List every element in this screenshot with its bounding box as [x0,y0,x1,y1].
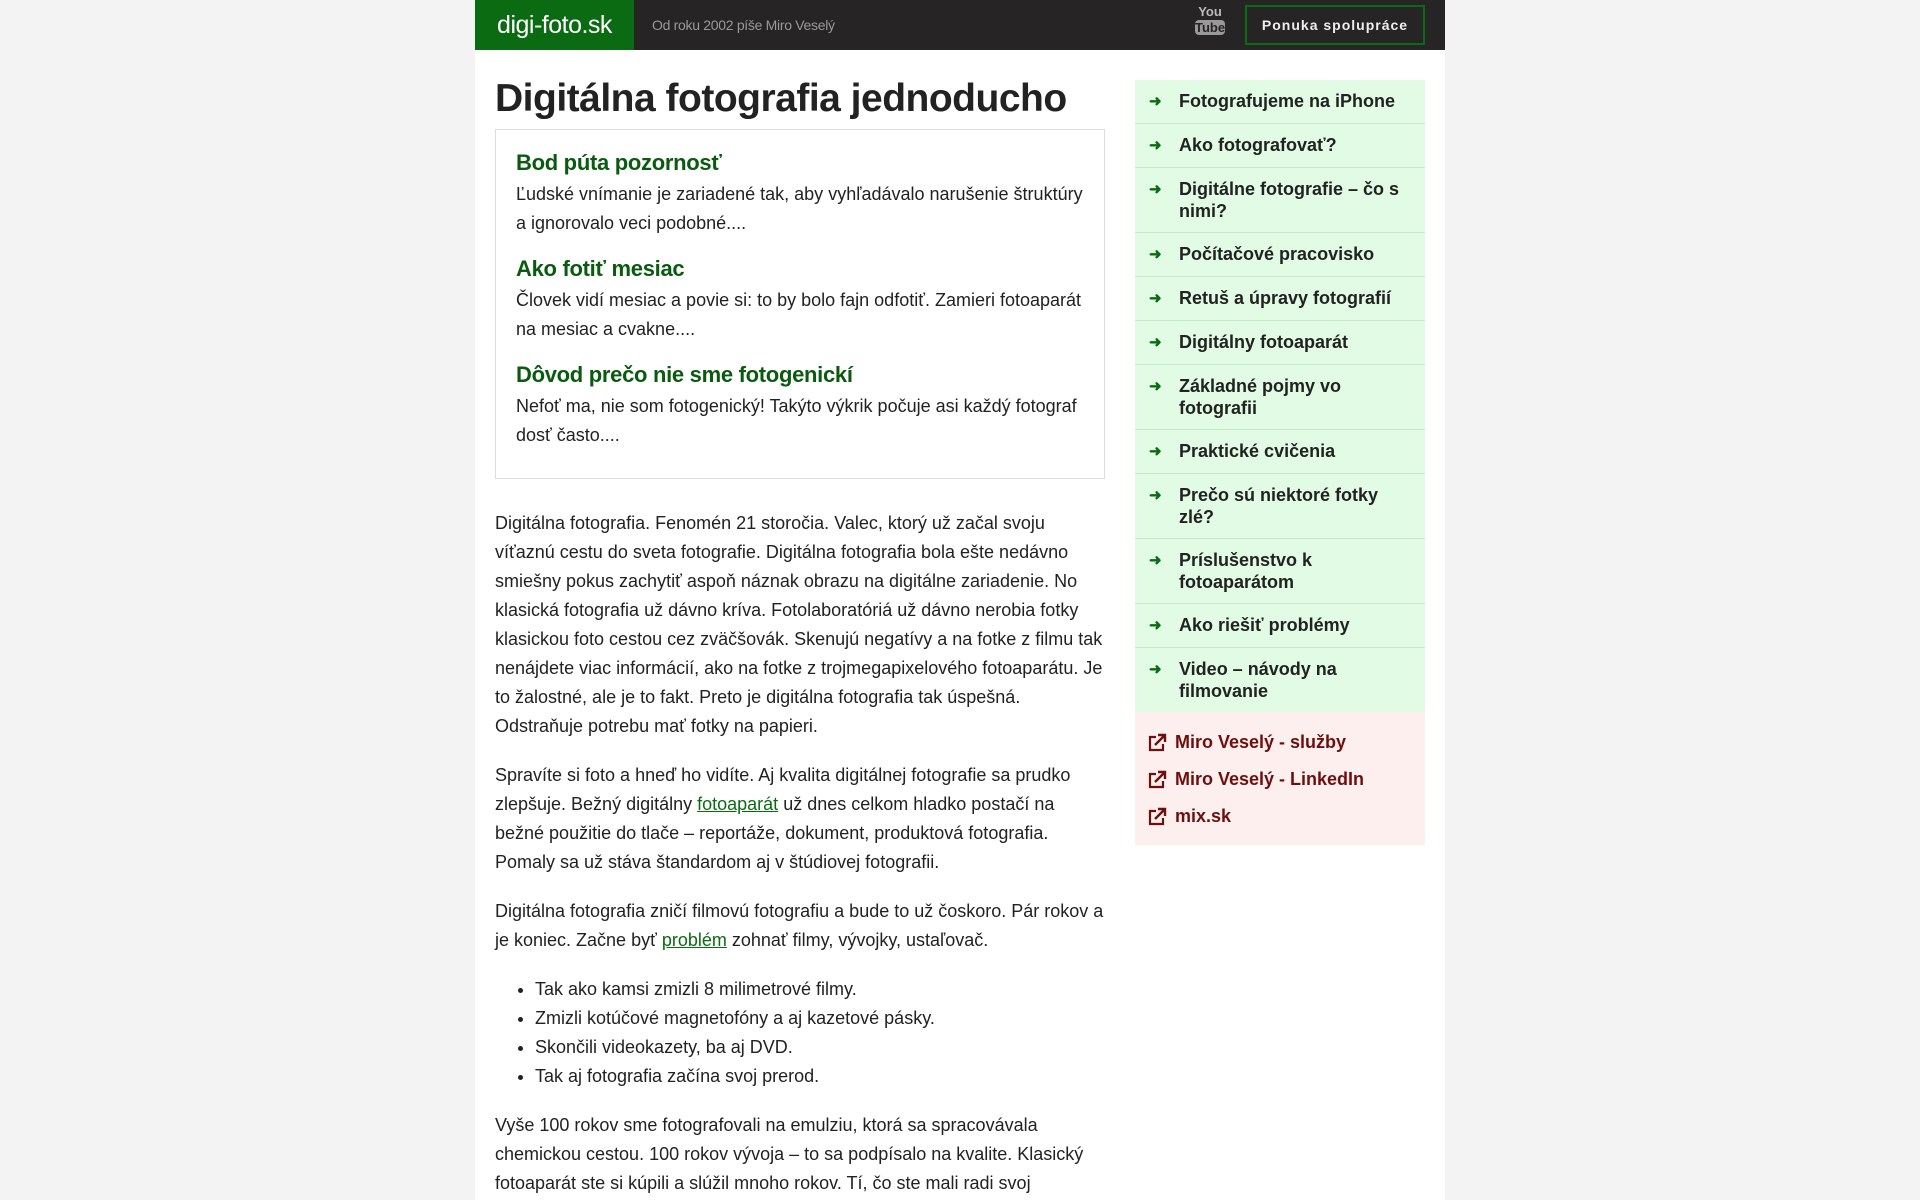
external-links [1135,712,1425,845]
external-link-label: Miro Veselý - služby [1175,732,1347,752]
sidebar-nav-item[interactable] [1135,604,1425,648]
external-link[interactable] [1135,724,1425,761]
external-link[interactable] [1135,798,1425,835]
teaser-text: Nefoť ma, nie som fotogenický! Takýto výkrik počuje asi každý fotograf dosť často.... [516,396,1077,445]
sidebar-nav-item[interactable] [1135,80,1425,124]
main-content [495,50,1105,1198]
sidebar-nav-item[interactable] [1135,430,1425,474]
external-link-label: mix.sk [1175,806,1232,826]
bullet-list [535,975,1105,1091]
text: zohnať filmy, vývojky, ustaľovač. [726,930,989,950]
sidebar-nav-item[interactable] [1135,233,1425,277]
sidebar-nav-label: Digitálny fotoaparát [1179,332,1349,352]
paragraph: Digitálna fotografia. Fenomén 21 storočia. Valec, ktorý už začal svoju víťaznú cestu do sveta fotografie. Digitálna fotografia bola ešte nedávno smiešny pokus zachytiť aspoň náznak obrazu na digitálne zariadenie. No klasická fotografia už dávno kríva. Fotolaboratóriá už dávno nerobia fotky klasickou foto cestou cez zväčšovák. Skenujú negatívy a na fotke z filmu tak nenájdete viac informácií, ako na fotke z trojmegapixelového fotoaparátu. Je to žalostné, ale je to fakt. Preto je digitálna fotografia tak úspešná. Odstraňuje potrebu mať fotky na papieri. [495,513,1103,736]
sidebar-nav-label: Prečo sú niektoré fotky zlé? [1179,485,1379,527]
sidebar-nav-item[interactable] [1135,321,1425,365]
external-link-icon [1147,733,1167,753]
header [475,0,1445,50]
paragraph: Vyše 100 rokov sme fotografovali na emulziu, ktorá sa spracovávala chemickou cestou. 100 rokov vývoja – to sa podpísalo na kvalite. Klasický fotoaparát ste si kúpili a slúžil mnoho rokov. Tí, čo ste mali radi svoj [495,1115,1084,1193]
fotoaparat-link[interactable]: fotoaparát [697,794,779,814]
list-item: • Skončili videokazety, ba aj DVD. [535,1033,1105,1062]
teaser-text: Človek vidí mesiac a povie si: to by bolo fajn odfotiť. Zamieri fotoaparát na mesiac a cvakne.... [516,290,1082,339]
youtube-label-top: You [1198,4,1222,19]
teaser [516,150,1084,238]
list-item: • Tak ako kamsi zmizli 8 milimetrové filmy. [535,975,1105,1004]
sidebar-nav-item[interactable] [1135,124,1425,168]
tagline: Od roku 2002 píše Miro Veselý [652,17,835,33]
arrow-right-icon: ➜ [1149,378,1162,395]
arrow-right-icon: ➜ [1149,487,1162,504]
sidebar-nav-item[interactable] [1135,277,1425,321]
sidebar-nav-label: Ako fotografovať? [1179,135,1337,155]
arrow-right-icon: ➜ [1149,137,1162,154]
sidebar-nav [1135,80,1425,712]
external-link-label: Miro Veselý - LinkedIn [1175,769,1365,789]
text: už dnes celkom hladko postačí na bežné použitie do tlače – reportáže, dokument, produktová fotografia. Pomaly sa už stáva štandardom aj v štúdiovej fotografii. [495,794,1055,872]
teaser-title-link[interactable]: Ako fotiť mesiac [516,256,685,281]
arrow-right-icon: ➜ [1149,93,1162,110]
arrow-right-icon: ➜ [1149,552,1162,569]
sidebar-nav-label: Počítačové pracovisko [1179,244,1375,264]
sidebar-nav-label: Základné pojmy vo fotografii [1179,376,1342,418]
sidebar-nav-label: Príslušenstvo k fotoaparátom [1179,550,1313,592]
teaser [516,362,1084,450]
external-link-icon [1147,807,1167,827]
external-link-icon [1147,770,1167,790]
arrow-right-icon: ➜ [1149,246,1162,263]
page-title: Digitálna fotografia jednoducho [495,77,1067,120]
teaser-text: Ľudské vnímanie je zariadené tak, aby vyhľadávalo narušenie štruktúry a ignorovalo veci podobné.... [516,184,1083,233]
teaser-title-link[interactable]: Bod púta pozornosť [516,150,722,175]
text: Spravíte si foto a hneď ho vidíte. Aj kvalita digitálnej fotografie sa prudko zlepšuje. Bežný digitálny [495,765,1071,814]
youtube-icon[interactable] [1195,4,1225,42]
youtube-label-bottom: Tube [1195,20,1226,35]
cooperation-button[interactable]: Ponuka spolupráce [1245,5,1425,45]
external-link[interactable] [1135,761,1425,798]
teaser-box [495,129,1105,479]
sidebar-nav-item[interactable] [1135,474,1425,539]
page [475,0,1445,1200]
arrow-right-icon: ➜ [1149,661,1162,678]
text: Digitálna fotografia zničí filmovú fotografiu a bude to už čoskoro. Pár rokov a je koniec. Začne byť [495,901,1104,950]
problem-link[interactable]: problém [661,930,727,950]
arrow-right-icon: ➜ [1149,443,1162,460]
sidebar-nav-item[interactable] [1135,168,1425,233]
teaser-title-link[interactable]: Dôvod prečo nie sme fotogenickí [516,362,853,387]
sidebar-nav-label: Fotografujeme na iPhone [1179,91,1396,111]
arrow-right-icon: ➜ [1149,334,1162,351]
sidebar-nav-item[interactable] [1135,648,1425,712]
arrow-right-icon: ➜ [1149,290,1162,307]
sidebar-nav-label: Praktické cvičenia [1179,441,1336,461]
paragraph [495,897,1105,955]
sidebar-nav-label: Video – návody na filmovanie [1179,659,1337,701]
sidebar-nav-item[interactable] [1135,539,1425,604]
arrow-right-icon: ➜ [1149,181,1162,198]
article-body [495,509,1105,1198]
list-item: • Zmizli kotúčové magnetofóny a aj kazetové pásky. [535,1004,1105,1033]
sidebar-nav-label: Retuš a úpravy fotografií [1179,288,1392,308]
sidebar-nav-item[interactable] [1135,365,1425,430]
list-item: • Tak aj fotografia začína svoj prerod. [535,1062,1105,1091]
paragraph [495,761,1105,877]
teaser [516,256,1084,344]
arrow-right-icon: ➜ [1149,617,1162,634]
site-logo[interactable]: digi-foto.sk [475,0,634,50]
sidebar-nav-label: Ako riešiť problémy [1179,615,1350,635]
sidebar-nav-label: Digitálne fotografie – čo s nimi? [1179,179,1400,221]
sidebar [1135,80,1425,845]
